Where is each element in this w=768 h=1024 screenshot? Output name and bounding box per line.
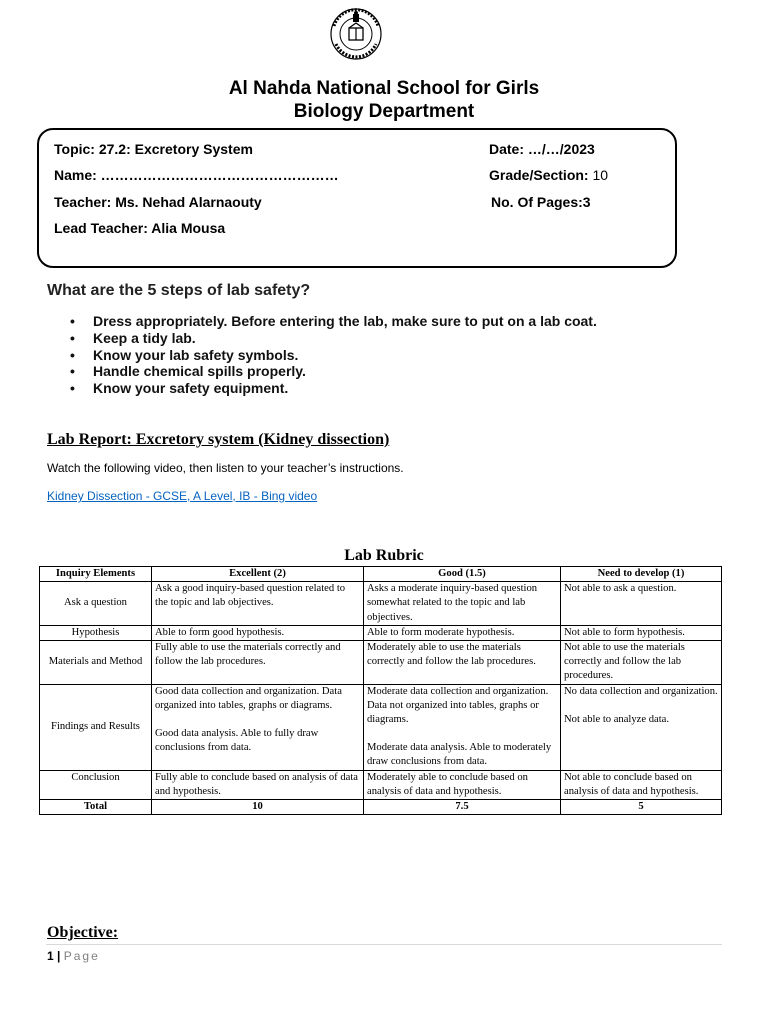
- total-excellent: 10: [152, 800, 364, 815]
- page-footer: [47, 949, 100, 963]
- page-word: Page: [63, 949, 100, 963]
- rubric-cell: [152, 684, 364, 770]
- rubric-cell-text: Good data analysis. Able to fully draw conclusions from data.: [155, 728, 319, 754]
- table-row: [40, 641, 722, 685]
- school-name: Al Nahda National School for Girls: [228, 78, 540, 99]
- total-develop: 5: [561, 800, 722, 815]
- table-header-row: [40, 567, 722, 582]
- rubric-element: Materials and Method: [40, 641, 152, 685]
- rubric-table: [39, 566, 722, 815]
- rubric-cell: Not able to ask a question.: [561, 582, 722, 626]
- rubric-cell: Not able to use the materials correctly and follow the lab procedures.: [561, 641, 722, 685]
- rubric-cell-text: Good data collection and organization. Data organized into tables, graphs or diagrams.: [155, 685, 342, 711]
- column-header: Excellent (2): [152, 567, 364, 582]
- list-item: • Handle chemical spills properly.: [70, 363, 597, 380]
- teacher-label: Teacher: Ms. Nehad Alarnaouty: [54, 194, 262, 210]
- date-label: Date: …/…/2023: [489, 141, 595, 157]
- rubric-cell-text: Not able to analyze data.: [564, 713, 670, 725]
- rubric-cell-text: No data collection and organization.: [564, 685, 718, 697]
- rubric-cell: Moderately able to use the materials correctly and follow the lab procedures.: [364, 641, 561, 685]
- rubric-title: Lab Rubric: [344, 547, 424, 564]
- total-label: Total: [40, 800, 152, 815]
- table-row: [40, 625, 722, 640]
- rubric-cell: Moderately able to conclude based on analysis of data and hypothesis.: [364, 770, 561, 799]
- name-field: Name: ……………………………………………: [54, 167, 339, 183]
- grade-section: [489, 167, 608, 183]
- table-row: [40, 582, 722, 626]
- rubric-cell: Able to form good hypothesis.: [152, 625, 364, 640]
- page-number: 1: [47, 949, 54, 963]
- page-separator: |: [53, 949, 64, 963]
- objective-heading: Objective:: [47, 924, 119, 941]
- rubric-cell: [364, 684, 561, 770]
- safety-question-heading: What are the 5 steps of lab safety?: [47, 282, 311, 299]
- footer-divider: [46, 944, 722, 945]
- column-header: Need to develop (1): [561, 567, 722, 582]
- list-item: • Know your lab safety symbols.: [70, 347, 597, 364]
- rubric-cell: Fully able to conclude based on analysis of data and hypothesis.: [152, 770, 364, 799]
- rubric-cell: Asks a moderate inquiry-based question somewhat related to the topic and lab objectives.: [364, 582, 561, 626]
- rubric-cell: Not able to form hypothesis.: [561, 625, 722, 640]
- column-header: Inquiry Elements: [40, 567, 152, 582]
- safety-steps-list: [70, 313, 597, 397]
- rubric-cell-text: Moderate data collection and organization. Data not organized into tables, graphs or diagrams.: [367, 685, 549, 726]
- grade-value: 10: [588, 167, 609, 183]
- rubric-element: Findings and Results: [40, 684, 152, 770]
- school-crest-icon: [322, 6, 390, 62]
- total-good: 7.5: [364, 800, 561, 815]
- page-count-label: No. Of Pages:3: [491, 194, 591, 210]
- lead-teacher-label: Lead Teacher: Alia Mousa: [54, 220, 226, 236]
- rubric-cell: Fully able to use the materials correctly and follow the lab procedures.: [152, 641, 364, 685]
- column-header: Good (1.5): [364, 567, 561, 582]
- list-item: • Keep a tidy lab.: [70, 330, 597, 347]
- instruction-text: Watch the following video, then listen to your teacher’s instructions.: [47, 461, 404, 475]
- rubric-element: Hypothesis: [40, 625, 152, 640]
- list-item: • Dress appropriately. Before entering the lab, make sure to put on a lab coat.: [70, 313, 597, 330]
- table-row-total: [40, 800, 722, 815]
- grade-label: Grade/Section:: [489, 167, 589, 183]
- rubric-element: Conclusion: [40, 770, 152, 799]
- department-name: Biology Department: [293, 101, 475, 122]
- table-row: [40, 770, 722, 799]
- rubric-cell-text: Moderate data analysis. Able to moderately draw conclusions from data.: [367, 742, 552, 768]
- list-item: • Know your safety equipment.: [70, 380, 597, 397]
- lab-report-heading: Lab Report: Excretory system (Kidney dissection): [47, 431, 390, 448]
- topic-label: Topic: 27.2: Excretory System: [54, 141, 253, 157]
- video-link[interactable]: Kidney Dissection - GCSE, A Level, IB - Bing video: [47, 489, 318, 503]
- table-row: [40, 684, 722, 770]
- rubric-element: Ask a question: [40, 582, 152, 626]
- rubric-cell: Able to form moderate hypothesis.: [364, 625, 561, 640]
- rubric-cell: Not able to conclude based on analysis of data and hypothesis.: [561, 770, 722, 799]
- rubric-cell: Ask a good inquiry-based question related to the topic and lab objectives.: [152, 582, 364, 626]
- rubric-cell: [561, 684, 722, 770]
